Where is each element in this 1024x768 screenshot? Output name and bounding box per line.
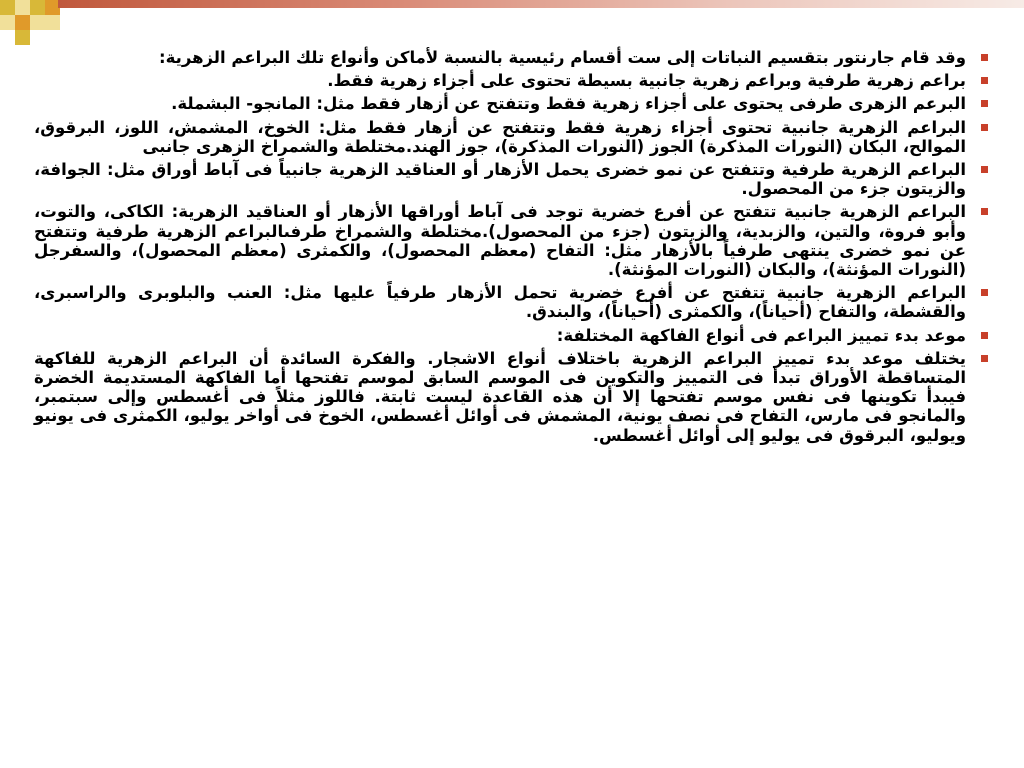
bullet-list xyxy=(34,48,992,445)
corner-square xyxy=(15,15,30,30)
corner-square xyxy=(15,0,30,15)
list-item-text: البراعم الزهرية جانبية تتفتح عن أفرع خضرية تحمل الأزهار طرفياً عليها مثل: العنب والبلوبرى والراسبرى، والقشطة، والتفاح (أحياناً)، والكمثرى (أحياناً)، والبندق. xyxy=(34,283,966,322)
bullet-square-icon xyxy=(981,54,988,61)
corner-square xyxy=(0,15,15,30)
list-item xyxy=(34,160,992,198)
bullet-square-icon xyxy=(981,289,988,296)
bullet-square-icon xyxy=(981,124,988,131)
bullet-square-icon xyxy=(981,100,988,107)
list-item xyxy=(34,349,992,445)
bullet-square-icon xyxy=(981,355,988,362)
list-item xyxy=(34,202,992,279)
list-item-text: وقد قام جارنتور بتقسيم النباتات إلى ست أقسام رئيسية بالنسبة لأماكن وأنواع تلك البراعم الزهرية: xyxy=(159,48,966,67)
list-item xyxy=(34,48,992,67)
list-item-text: براعم زهرية طرفية وبراعم زهرية جانبية بسيطة تحتوى على أجزاء زهرية فقط. xyxy=(327,71,966,91)
list-item-text: البراعم الزهرية طرفية وتتفتح عن نمو خضرى يحمل الأزهار أو العناقيد الزهرية جانبياً فى آباط أوراق مثل: الجوافة، والزيتون جزء من المحصول. xyxy=(34,160,966,199)
corner-square xyxy=(15,30,30,45)
corner-square xyxy=(30,15,45,30)
list-item-text: موعد بدء تمييز البراعم فى أنواع الفاكهة المختلفة: xyxy=(556,325,966,345)
list-item-text: البراعم الزهرية جانبية تتفتح عن أفرع خضرية توجد فى آباط أوراقها الأزهار أو العناقيد الزهرية: الكاكى، والتوت، وأبو فروة، والتين، والزبدية، والزيتون (جزء من المحصول).مختلطة والشمراخ طرفىالبراعم الزهرية طرفية وتتفتح عن نمو خضرى ينتهى طرفياً بالأزهار مثل: التفاح (معظم المحصول)، والكمثرى (معظم المحصول)، والسفرجل (النورات المؤنثة)، والبكان (النورات المؤنثة). xyxy=(34,202,966,280)
list-item xyxy=(34,283,992,321)
list-item-text: يختلف موعد بدء تمييز البراعم الزهرية باختلاف أنواع الاشجار. والفكرة السائدة أن البراعم الزهرية للفاكهة المتساقطة الأوراق تبدأ فى التمييز والتكوين فى الموسم السابق لموسم تفتحها أما الفاكهة المستديمة الخضرة فيبدأ تكوينها فى نفس موسم تفتحها إلا أن هذه القاعدة ليست ثابتة. فاللوز مثلاً فى أغسطس وإلى سبتمبر، والمانجو فى مارس، التفاح فى نصف يونية، المشمش فى أوائل أغسطس، الخوخ فى أواخر يوليو، الكمثرى فى يونيو ويوليو، البرقوق فى يوليو إلى أوائل أغسطس. xyxy=(34,348,966,445)
bullet-square-icon xyxy=(981,77,988,84)
list-item xyxy=(34,71,992,90)
corner-square xyxy=(30,0,45,15)
slide-body xyxy=(34,48,992,449)
list-item xyxy=(34,94,992,113)
header-accent-bar xyxy=(58,0,1024,8)
list-item-text: البرعم الزهرى طرفى يحتوى على أجزاء زهرية فقط وتتفتح عن أزهار فقط مثل: المانجو- البشملة. xyxy=(171,94,966,114)
list-item xyxy=(34,118,992,156)
corner-square xyxy=(0,0,15,15)
bullet-square-icon xyxy=(981,208,988,215)
list-item xyxy=(34,326,992,345)
corner-square xyxy=(45,15,60,30)
list-item-text: البراعم الزهرية جانبية تحتوى أجزاء زهرية فقط وتتفتح عن أزهار فقط مثل: الخوخ، المشمش، اللوز، البرقوق، الموالح، البكان (النورات المذكرة) الجوز (النورات المذكرة)، جوز الهند.مختلطة والشمراخ الزهرى جانبى xyxy=(34,117,966,156)
bullet-square-icon xyxy=(981,166,988,173)
bullet-square-icon xyxy=(981,332,988,339)
